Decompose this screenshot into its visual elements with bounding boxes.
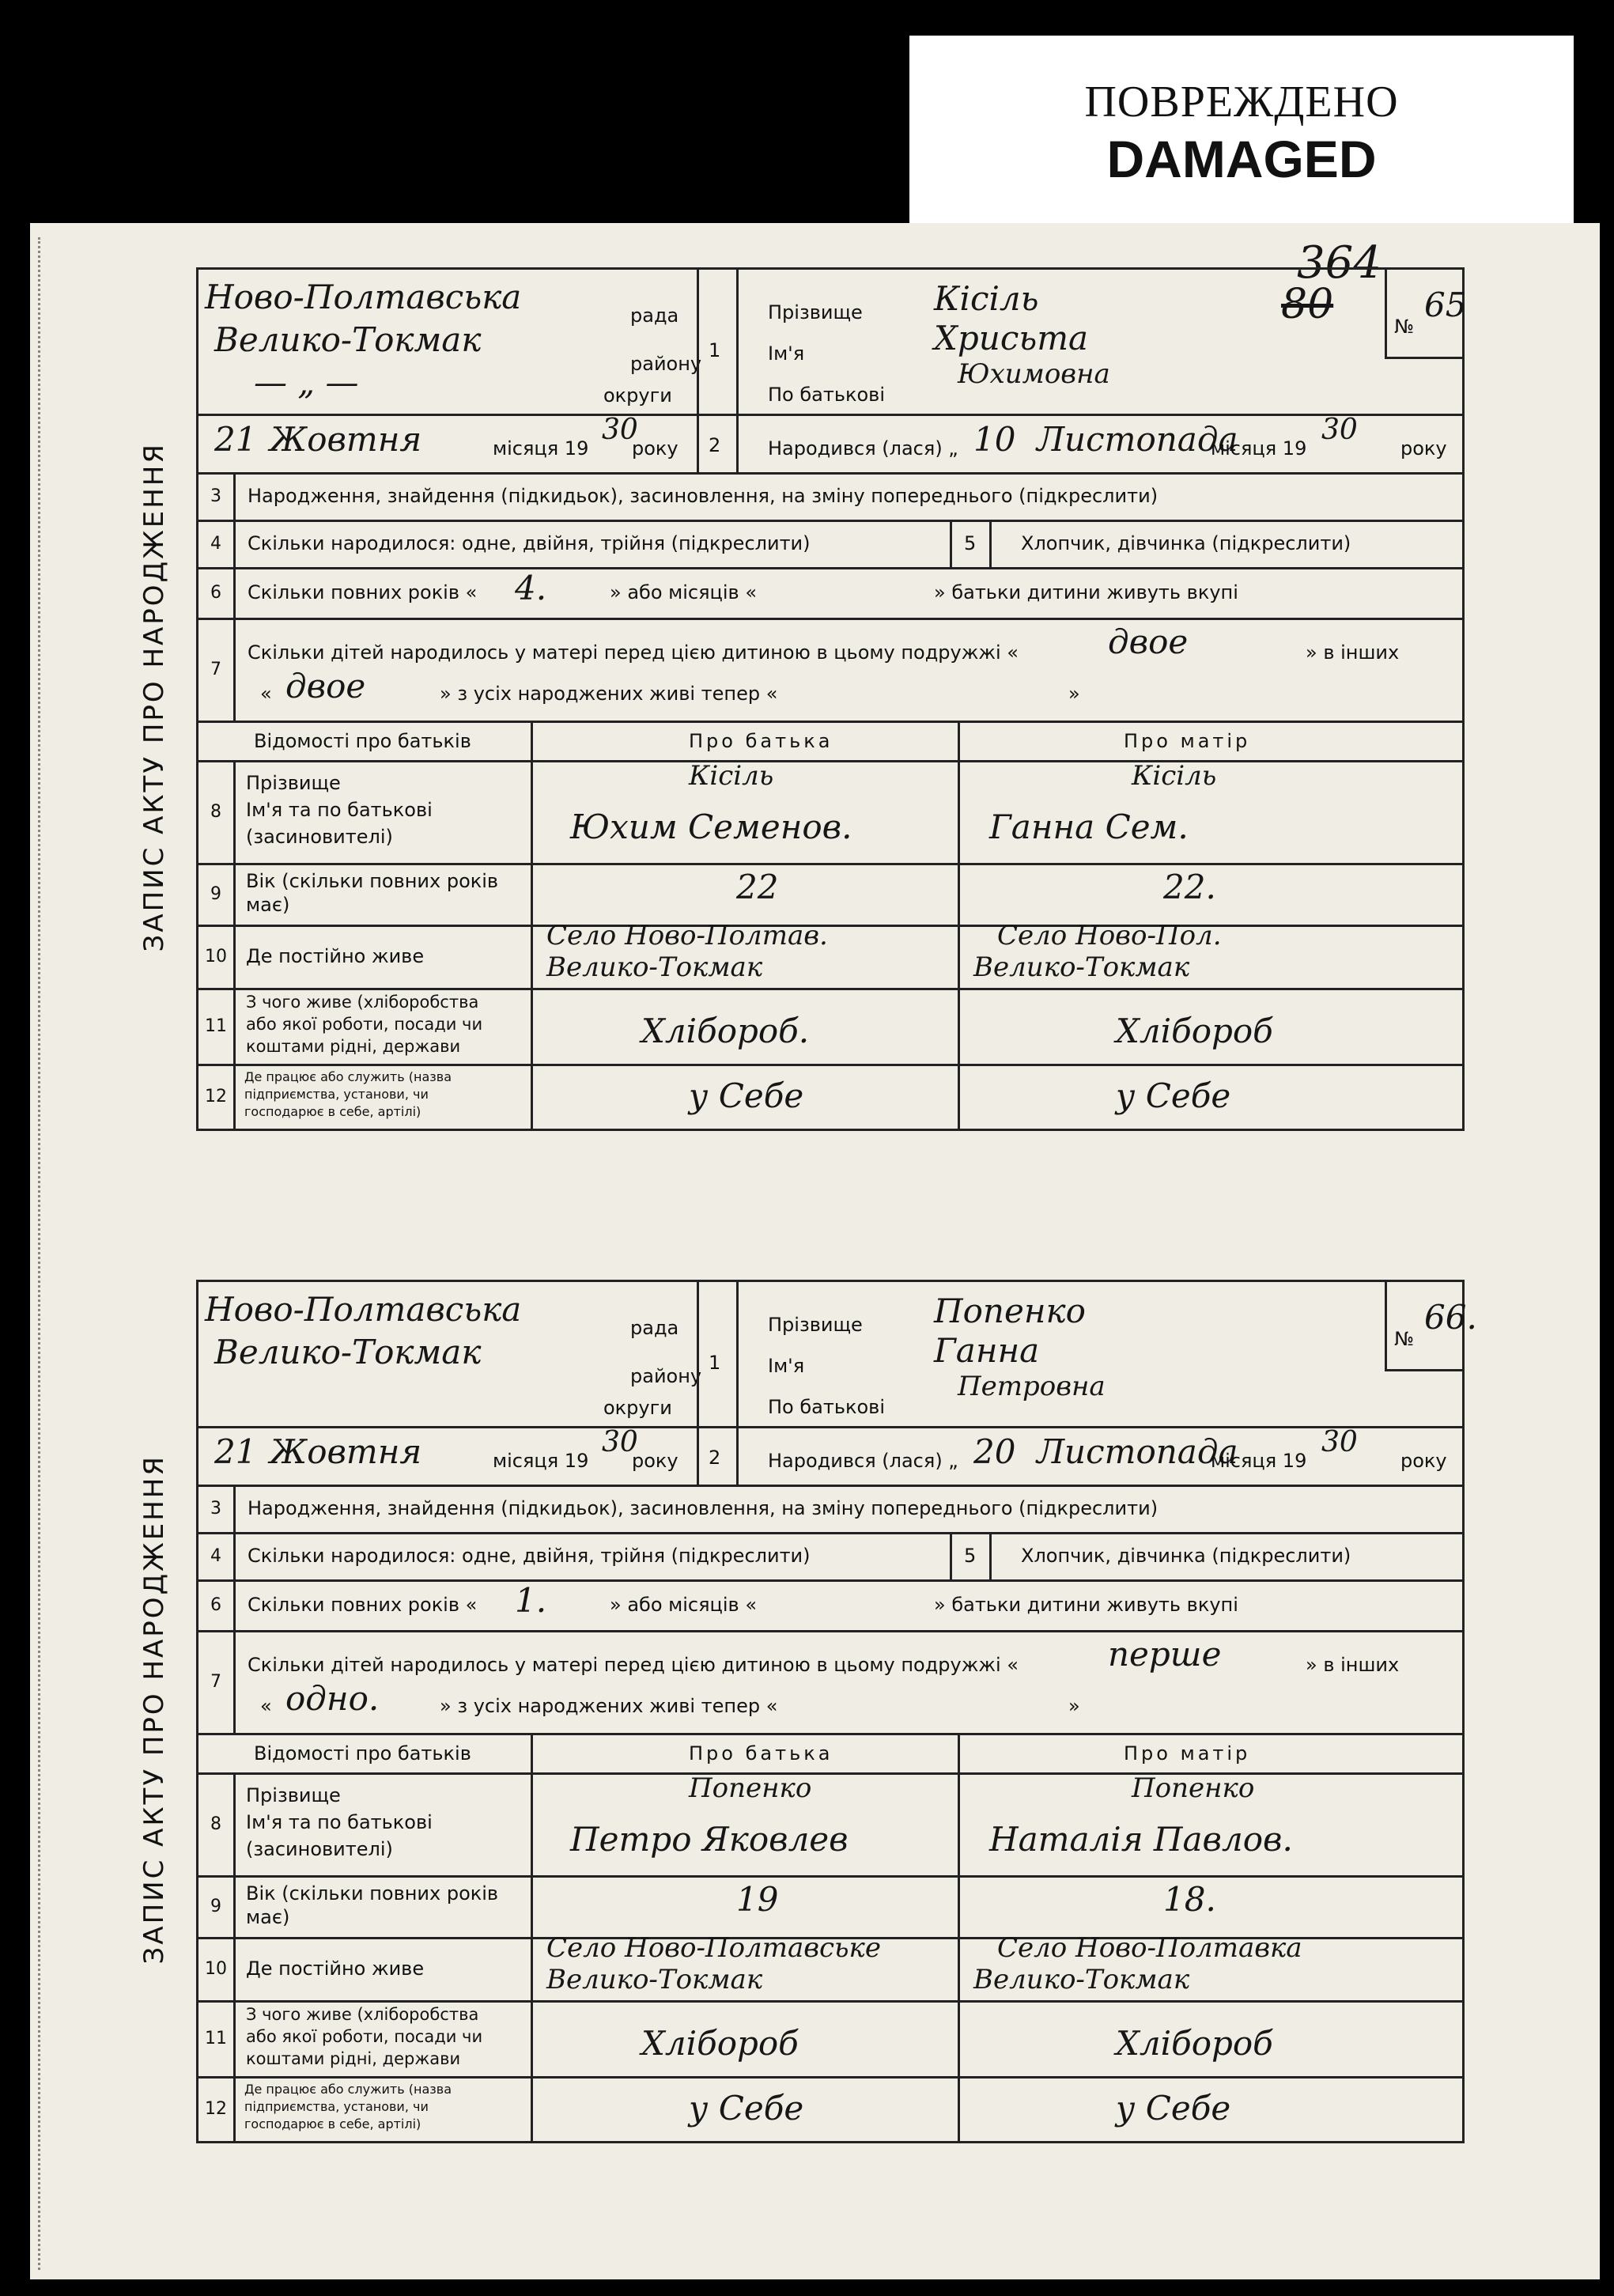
patronymic-value: Петровна — [958, 1371, 1106, 1402]
row-4-5 — [198, 520, 1462, 569]
rada-label: рада — [630, 304, 679, 327]
row-8 — [198, 1772, 1462, 1878]
okruha-value: — „ — — [254, 363, 359, 402]
row-11 — [198, 988, 1462, 1066]
mother-residence-1: Село Ново-Полтавка — [997, 1932, 1302, 1964]
reg-year-label: року — [632, 1450, 678, 1472]
row-3 — [198, 472, 1462, 522]
row-7 — [198, 618, 1462, 723]
row-11 — [198, 2000, 1462, 2079]
birth-month: Листопада — [1037, 420, 1238, 459]
name-label: Ім'я — [768, 342, 805, 365]
row-7-text-c: « — [260, 683, 272, 705]
surname-label: Прізвище — [768, 301, 863, 323]
birth-day: 20 — [973, 1432, 1016, 1471]
side-title: ЗАПИС АКТУ ПРО НАРОДЖЕННЯ — [138, 441, 170, 952]
row-num-4: 4 — [198, 520, 236, 567]
mother-living: Хлібороб — [1116, 2024, 1273, 2063]
father-name: Юхим Семенов. — [570, 808, 852, 846]
father-age: 19 — [736, 1880, 779, 1919]
archive-number-crossed: 80 — [1281, 281, 1334, 328]
row-num-6: 6 — [198, 567, 236, 618]
father-header: Про батька — [689, 730, 833, 752]
reg-year-label: року — [632, 437, 678, 460]
row-6-text-c: » батьки дитини живуть вкупі — [934, 1594, 1238, 1616]
reg-month-label: місяця 19 — [493, 437, 589, 460]
row-6-text-a: Скільки повних років « — [248, 581, 478, 603]
row-num-8: 8 — [198, 1772, 236, 1875]
row-7-text-b: » в інших — [1306, 641, 1400, 664]
birth-month-label: місяця 19 — [1211, 1450, 1307, 1472]
reg-month: Жовтня — [270, 420, 422, 459]
birth-year: 30 — [1321, 1426, 1358, 1458]
row-num-1: 1 — [709, 339, 721, 361]
row-num-12: 12 — [198, 1064, 236, 1129]
row-9 — [198, 1875, 1462, 1939]
father-age: 22 — [736, 868, 779, 906]
row-10 — [198, 1932, 1462, 2003]
row-num-12: 12 — [198, 2076, 236, 2141]
row-5-text: Хлопчик, дівчинка (підкреслити) — [1021, 1545, 1351, 1567]
record-number: 66. — [1424, 1298, 1477, 1337]
father-living: Хлібороб — [641, 2024, 799, 2063]
birth-year-label: року — [1400, 437, 1447, 460]
children-before: двое — [1108, 622, 1189, 661]
row-num-11: 11 — [198, 988, 236, 1064]
row-3 — [198, 1485, 1462, 1534]
birth-year: 30 — [1321, 414, 1358, 446]
row-4-text: Скільки народилося: одне, двійня, трійня (підкреслити) — [248, 1545, 811, 1567]
raion-label: району — [630, 353, 702, 375]
row-num-6: 6 — [198, 1579, 236, 1630]
row-7-text-d: » з усіх народжених живі тепер « — [440, 683, 778, 705]
row-4-5 — [198, 1532, 1462, 1582]
mother-work: у Себе — [1116, 1076, 1231, 1115]
parents-header — [198, 1733, 1462, 1775]
row-num-5: 5 — [964, 1545, 977, 1567]
mother-age: 22. — [1163, 868, 1216, 906]
birth-label: Народився (лася) „ — [768, 437, 958, 460]
father-name: Петро Яковлев — [570, 1820, 849, 1859]
row-7-text-c: « — [260, 1695, 272, 1717]
row-num-9: 9 — [198, 863, 236, 925]
mother-name: Ганна Сем. — [989, 808, 1189, 846]
father-surname: Кісіль — [689, 760, 774, 792]
raion-value: Велико-Токмак — [214, 1333, 482, 1371]
binding-edge — [38, 237, 53, 2270]
patronymic-label: По батькові — [768, 384, 885, 406]
row-10-text: Де постійно живе — [246, 945, 425, 967]
mother-residence-1: Село Ново-Пол. — [997, 920, 1222, 951]
row-7-text-e: » — [1068, 683, 1080, 705]
row-6-text-a: Скільки повних років « — [248, 1594, 478, 1616]
record-number: 65 — [1424, 286, 1467, 324]
damaged-label-en: DAMAGED — [1106, 130, 1377, 188]
row-num-8: 8 — [198, 760, 236, 863]
father-residence-2: Велико-Токмак — [546, 951, 763, 983]
row-9-text: Вік (скільки повних років має) — [246, 1882, 499, 1928]
mother-residence-2: Велико-Токмак — [973, 1964, 1190, 1995]
damaged-label — [909, 36, 1574, 233]
mother-work: у Себе — [1116, 2089, 1231, 2128]
record-table — [196, 267, 1465, 1131]
row-num-4: 4 — [198, 1532, 236, 1579]
row-num-5: 5 — [964, 532, 977, 554]
reg-day: 21 — [214, 420, 257, 459]
father-residence-2: Велико-Токмак — [546, 1964, 763, 1995]
reg-month: Жовтня — [270, 1432, 422, 1471]
number-label: № — [1394, 1328, 1414, 1350]
birth-label: Народився (лася) „ — [768, 1450, 958, 1472]
row-11-text: З чого живе (хліборобства або якої роботи, посади чи коштами рідні, держави — [246, 993, 483, 1056]
birth-month-label: місяця 19 — [1211, 437, 1307, 460]
row-num-1: 1 — [709, 1352, 721, 1374]
father-work: у Себе — [689, 2089, 804, 2128]
row-6 — [198, 567, 1462, 620]
children-before: перше — [1108, 1635, 1222, 1674]
row-num-3: 3 — [198, 472, 236, 520]
mother-residence-2: Велико-Токмак — [973, 951, 1190, 983]
okruha-label: округи — [603, 1397, 672, 1419]
rada-value: Ново-Полтавська — [205, 278, 522, 316]
row-8-text: Прізвище Ім'я та по батькові (засиновителі) — [246, 772, 433, 848]
row-num-2: 2 — [709, 1447, 721, 1469]
okruha-label: округи — [603, 384, 672, 407]
raion-label: району — [630, 1365, 702, 1387]
surname-label: Прізвище — [768, 1314, 863, 1336]
row-12-text: Де працює або служить (назва підприємства, установи, чи господарює в себе, артілі) — [244, 2082, 452, 2131]
row-5-text: Хлопчик, дівчинка (підкреслити) — [1021, 532, 1351, 554]
row-num-7: 7 — [198, 618, 236, 721]
row-10-text: Де постійно живе — [246, 1957, 425, 1980]
name-value: Хрисьта — [934, 319, 1089, 357]
mother-header: Про матір — [1124, 1742, 1251, 1765]
row-12-text: Де працює або служить (назва підприємства, установи, чи господарює в себе, артілі) — [244, 1069, 452, 1119]
father-residence-1: Село Ново-Полтав. — [546, 920, 828, 951]
row-num-3: 3 — [198, 1485, 236, 1532]
row-3-text: Народження, знайдення (підкидьок), засиновлення, на зміну попереднього (підкреслити) — [248, 1497, 1159, 1519]
mother-living: Хлібороб — [1116, 1012, 1273, 1050]
children-alive: двое — [285, 667, 366, 705]
parents-header — [198, 721, 1462, 762]
record-table — [196, 1280, 1477, 2143]
damaged-label-ru: ПОВРЕЖДЕНО — [1084, 78, 1399, 127]
row-6-text-c: » батьки дитини живуть вкупі — [934, 581, 1238, 603]
archive-number: 364 — [1297, 237, 1382, 289]
row-3-text: Народження, знайдення (підкидьок), засиновлення, на зміну попереднього (підкреслити) — [248, 485, 1159, 507]
father-header: Про батька — [689, 1742, 833, 1765]
number-label: № — [1394, 316, 1414, 338]
years-together: 1. — [515, 1581, 547, 1620]
surname-value: Кісіль — [934, 279, 1039, 318]
reg-month-label: місяця 19 — [493, 1450, 589, 1472]
row-7-text-a: Скільки дітей народилось у матері перед цією дитиною в цьому подружжі « — [248, 1654, 1019, 1676]
row-10 — [198, 920, 1462, 990]
row-num-10: 10 — [198, 925, 236, 988]
row-4-text: Скільки народилося: одне, двійня, трійня (підкреслити) — [248, 532, 811, 554]
parents-info-header: Відомості про батьків — [254, 730, 471, 752]
father-work: у Себе — [689, 1076, 804, 1115]
row-7-text-a: Скільки дітей народилось у матері перед цією дитиною в цьому подружжі « — [248, 641, 1019, 664]
side-title: ЗАПИС АКТУ ПРО НАРОДЖЕННЯ — [138, 1454, 170, 1965]
patronymic-value: Юхимовна — [958, 358, 1110, 390]
row-8 — [198, 760, 1462, 865]
children-alive: одно. — [285, 1679, 380, 1718]
birth-year-label: року — [1400, 1450, 1447, 1472]
row-11-text: З чого живе (хліборобства або якої роботи, посади чи коштами рідні, держави — [246, 2005, 483, 2068]
reg-day: 21 — [214, 1432, 257, 1471]
row-num-11: 11 — [198, 2000, 236, 2076]
row-7-text-d: » з усіх народжених живі тепер « — [440, 1695, 778, 1717]
row-7 — [198, 1630, 1462, 1735]
row-9-text: Вік (скільки повних років має) — [246, 870, 499, 916]
mother-header: Про матір — [1124, 730, 1251, 752]
row-num-10: 10 — [198, 1937, 236, 2000]
rada-value: Ново-Полтавська — [205, 1290, 522, 1329]
row-num-7: 7 — [198, 1630, 236, 1733]
row-7-text-e: » — [1068, 1695, 1080, 1717]
reg-year: 30 — [602, 414, 638, 446]
row-12 — [198, 2076, 1462, 2141]
mother-age: 18. — [1163, 1880, 1216, 1919]
name-value: Ганна — [934, 1331, 1040, 1370]
row-7-text-b: » в інших — [1306, 1654, 1400, 1676]
father-living: Хлібороб. — [641, 1012, 810, 1050]
row-num-9: 9 — [198, 1875, 236, 1937]
header-row-2 — [198, 414, 1462, 475]
header-row-2 — [198, 1426, 1462, 1487]
row-6-text-b: » або місяців « — [610, 581, 757, 603]
raion-value: Велико-Токмак — [214, 320, 482, 359]
row-6-text-b: » або місяців « — [610, 1594, 757, 1616]
patronymic-label: По батькові — [768, 1396, 885, 1418]
rada-label: рада — [630, 1317, 679, 1339]
row-6 — [198, 1579, 1462, 1632]
mother-surname: Попенко — [1132, 1772, 1255, 1804]
father-surname: Попенко — [689, 1772, 812, 1804]
header-row-1 — [198, 270, 1467, 416]
mother-name: Наталія Павлов. — [989, 1820, 1293, 1859]
row-12 — [198, 1064, 1462, 1129]
name-label: Ім'я — [768, 1355, 805, 1377]
birth-day: 10 — [973, 420, 1016, 459]
surname-value: Попенко — [934, 1292, 1086, 1330]
years-together: 4. — [515, 569, 547, 607]
row-9 — [198, 863, 1462, 927]
reg-year: 30 — [602, 1426, 638, 1458]
row-num-2: 2 — [709, 434, 721, 456]
birth-month: Листопада — [1037, 1432, 1238, 1471]
row-8-text: Прізвище Ім'я та по батькові (засиновителі) — [246, 1784, 433, 1860]
header-row-1 — [198, 1282, 1477, 1428]
parents-info-header: Відомості про батьків — [254, 1742, 471, 1765]
father-residence-1: Село Ново-Полтавське — [546, 1932, 881, 1964]
mother-surname: Кісіль — [1132, 760, 1217, 792]
